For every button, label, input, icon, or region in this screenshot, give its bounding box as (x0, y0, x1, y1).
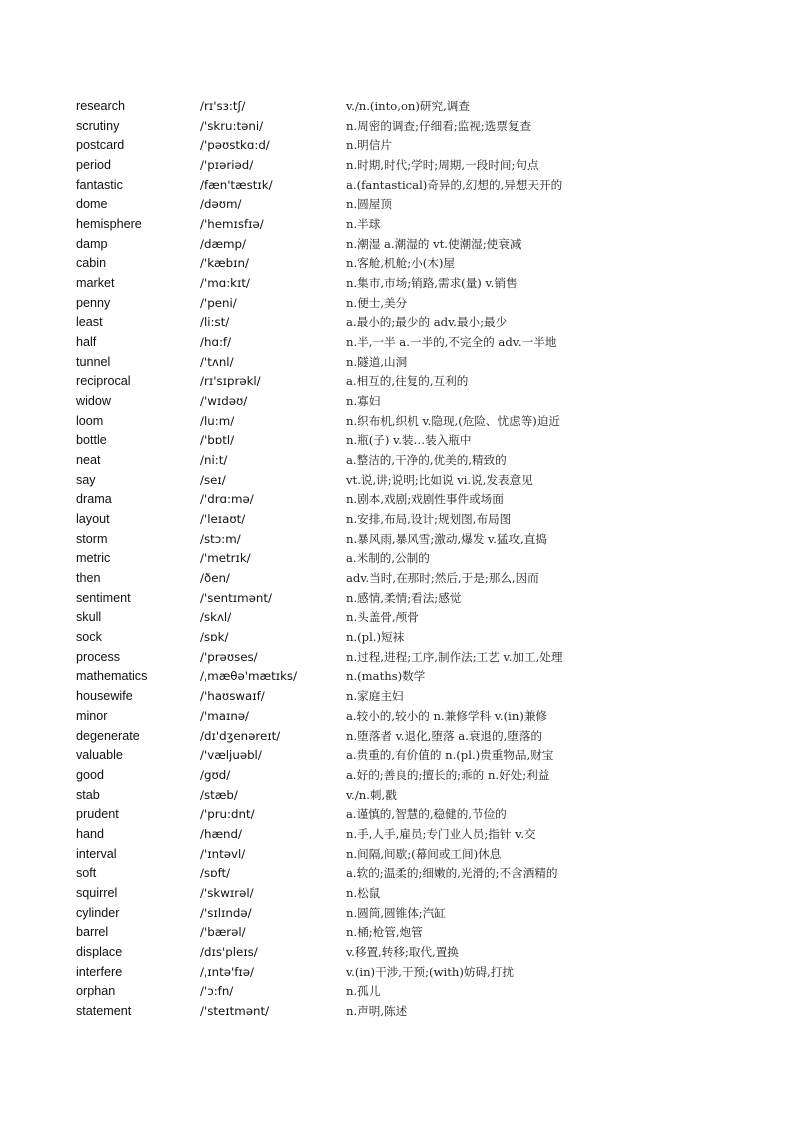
vocab-phonetic: /dɪ'dʒenəreɪt/ (200, 728, 281, 743)
vocab-phonetic: /hɑ:f/ (200, 335, 232, 350)
vocab-word: sentiment (76, 590, 131, 605)
vocab-word: interval (76, 846, 117, 861)
vocab-word: research (76, 99, 125, 113)
vocab-phonetic: /'væljuəbl/ (200, 748, 262, 763)
vocab-phonetic: /ˌɪntə'fɪə/ (200, 964, 254, 979)
vocab-definition: a.(fantastical)奇异的,幻想的,异想天开的 (346, 177, 563, 192)
vocab-word: good (76, 767, 105, 782)
vocab-definition: n.潮湿 a.潮湿的 vt.使潮湿;使衰减 (346, 236, 522, 251)
vocab-row (0, 333, 800, 353)
vocab-definition: n.松鼠 (346, 885, 381, 900)
vocab-row (0, 195, 800, 215)
vocab-phonetic: /'metrɪk/ (200, 551, 251, 566)
vocab-row (0, 490, 800, 510)
vocab-row (0, 412, 800, 432)
vocab-definition: n.明信片 (346, 138, 392, 153)
vocab-word: cabin (76, 256, 107, 271)
vocab-word: loom (76, 413, 104, 428)
vocab-phonetic: /ðen/ (200, 571, 230, 586)
vocab-word: damp (76, 236, 108, 251)
vocab-row (0, 215, 800, 235)
vocab-row (0, 884, 800, 904)
vocab-definition: n.安排,布局,设计;规划图,布局图 (346, 512, 512, 527)
vocab-phonetic: /'wɪdəʊ/ (200, 394, 248, 409)
vocab-word: dome (76, 197, 108, 212)
vocab-phonetic: /ˌmæθə'mætɪks/ (200, 669, 298, 684)
vocab-word: period (76, 158, 112, 173)
vocab-phonetic: /rɪ'sɜ:tʃ/ (200, 99, 246, 113)
vocab-definition: n.暴风雨,暴风雪;激动,爆发 v.猛攻,直捣 (346, 531, 547, 546)
vocab-definition: n.时期,时代;学时;周期,一段时间;句点 (346, 158, 539, 173)
vocab-row (0, 451, 800, 471)
vocab-phonetic: /'pru:dnt/ (200, 807, 255, 822)
vocab-row (0, 982, 800, 1002)
vocab-phonetic: /hænd/ (200, 826, 242, 841)
vocab-phonetic: /'pəʊstkɑ:d/ (200, 138, 270, 153)
vocab-row (0, 628, 800, 648)
vocab-definition: n.家庭主妇 (346, 689, 404, 704)
vocab-phonetic: /fæn'tæstɪk/ (200, 177, 273, 192)
vocab-phonetic: /rɪ'sɪprəkl/ (200, 374, 261, 389)
vocab-word: neat (76, 453, 101, 468)
vocab-phonetic: /'hemɪsfɪə/ (200, 217, 264, 232)
vocab-definition: n.感情,柔情;看法;感觉 (346, 590, 462, 605)
vocab-word: interfere (76, 964, 123, 979)
vocab-word: valuable (76, 748, 123, 763)
vocab-row (0, 805, 800, 825)
vocab-phonetic: /'kæbɪn/ (200, 256, 249, 271)
vocab-row (0, 687, 800, 707)
vocab-row (0, 530, 800, 550)
vocab-word: mathematics (76, 669, 148, 684)
vocab-definition: v./n.(into,on)研究,调查 (346, 99, 470, 113)
vocab-row (0, 471, 800, 491)
vocab-phonetic: /ni:t/ (200, 453, 228, 468)
vocab-phonetic: /'mɑ:kɪt/ (200, 276, 250, 291)
vocab-row (0, 254, 800, 274)
vocab-phonetic: /'bærəl/ (200, 925, 246, 940)
vocab-row (0, 648, 800, 668)
vocab-row (0, 313, 800, 333)
vocab-phonetic: /'maɪnə/ (200, 708, 250, 723)
vocab-definition: adv.当时,在那时;然后,于是;那么,因而 (346, 571, 539, 586)
vocab-phonetic: /'sɪlɪndə/ (200, 905, 252, 920)
vocab-row (0, 274, 800, 294)
vocab-phonetic: /'peni/ (200, 295, 237, 310)
vocab-word: least (76, 315, 103, 330)
vocab-row (0, 97, 800, 117)
vocab-definition: n.头盖骨,颅骨 (346, 610, 419, 625)
vocab-definition: n.堕落者 v.退化,堕落 a.衰退的,堕落的 (346, 728, 543, 743)
vocab-phonetic: /dɪs'pleɪs/ (200, 944, 258, 959)
vocab-row (0, 667, 800, 687)
vocab-word: degenerate (76, 728, 140, 743)
vocab-word: housewife (76, 689, 133, 704)
vocab-definition: v./n.刺,戳 (346, 787, 397, 802)
vocab-phonetic: /skʌl/ (200, 610, 232, 625)
vocab-definition: n.织布机,织机 v.隐现,(危险、忧虑等)迫近 (346, 413, 561, 428)
vocab-row (0, 786, 800, 806)
vocab-word: bottle (76, 433, 107, 448)
vocab-row (0, 235, 800, 255)
vocab-phonetic: /gʊd/ (200, 767, 231, 782)
vocab-definition: n.圆筒,圆锥体;汽缸 (346, 905, 446, 920)
vocab-row (0, 923, 800, 943)
vocab-phonetic: /'sentɪmənt/ (200, 590, 272, 605)
vocab-definition: n.半,一半 a.一半的,不完全的 adv.一半地 (346, 335, 557, 350)
vocab-definition: a.整洁的,干净的,优美的,精致的 (346, 453, 507, 468)
vocab-definition: n.(pl.)短袜 (346, 630, 405, 645)
vocab-word: skull (76, 610, 102, 625)
vocab-definition: a.谨慎的,智慧的,稳健的,节俭的 (346, 807, 507, 822)
vocab-word: penny (76, 295, 111, 310)
vocab-definition: n.寡妇 (346, 394, 381, 409)
vocab-definition: a.软的;温柔的;细嫩的,光滑的;不含酒精的 (346, 866, 558, 881)
vocab-word: minor (76, 708, 108, 723)
vocab-word: postcard (76, 138, 125, 153)
vocab-word: cylinder (76, 905, 120, 920)
vocab-phonetic: /'skwɪrəl/ (200, 885, 254, 900)
vocab-definition: n.手,人手,雇员;专门业人员;指针 v.交 (346, 826, 536, 841)
vocab-word: storm (76, 531, 108, 546)
vocab-word: fantastic (76, 177, 123, 192)
vocab-phonetic: /'tʌnl/ (200, 354, 234, 369)
vocab-row (0, 569, 800, 589)
vocab-definition: a.较小的,较小的 n.兼修学科 v.(in)兼修 (346, 708, 548, 723)
vocab-word: statement (76, 1003, 132, 1018)
vocab-definition: vt.说,讲;说明;比如说 vi.说,发表意见 (346, 472, 533, 487)
vocab-word: stab (76, 787, 100, 802)
vocab-phonetic: /'ɪntəvl/ (200, 846, 246, 861)
vocab-row (0, 845, 800, 865)
vocabulary-list (0, 97, 800, 1022)
vocab-phonetic: /dəʊm/ (200, 197, 242, 212)
vocab-word: soft (76, 866, 97, 881)
vocab-row (0, 707, 800, 727)
vocab-definition: n.声明,陈述 (346, 1003, 408, 1018)
vocab-row (0, 864, 800, 884)
vocab-definition: n.剧本,戏剧;戏剧性事件或场面 (346, 492, 504, 507)
vocab-row (0, 392, 800, 412)
vocab-row (0, 372, 800, 392)
vocab-phonetic: /'skru:təni/ (200, 118, 264, 133)
vocab-phonetic: /'haʊswaɪf/ (200, 689, 265, 704)
vocab-definition: n.圆屋顶 (346, 197, 392, 212)
vocab-phonetic: /'steɪtmənt/ (200, 1003, 270, 1018)
vocab-phonetic: /stɔ:m/ (200, 531, 241, 546)
vocab-word: scrutiny (76, 118, 120, 133)
vocab-row (0, 510, 800, 530)
vocab-definition: a.好的;善良的;擅长的;乖的 n.好处;利益 (346, 767, 550, 782)
vocab-phonetic: /'prəʊses/ (200, 649, 258, 664)
vocab-definition: a.相互的,往复的,互利的 (346, 374, 469, 389)
vocab-row (0, 294, 800, 314)
vocab-phonetic: /li:st/ (200, 315, 230, 330)
vocab-row (0, 353, 800, 373)
vocab-row (0, 943, 800, 963)
vocab-phonetic: /lu:m/ (200, 413, 235, 428)
vocab-word: sock (76, 630, 102, 645)
vocab-phonetic: /'bɒtl/ (200, 433, 235, 448)
vocab-row (0, 431, 800, 451)
vocab-phonetic: /dæmp/ (200, 236, 247, 251)
vocab-phonetic: /'ɔ:fn/ (200, 984, 234, 999)
vocab-word: half (76, 335, 97, 350)
vocab-word: squirrel (76, 885, 118, 900)
vocab-row (0, 136, 800, 156)
vocab-word: hemisphere (76, 217, 142, 232)
vocab-row (0, 176, 800, 196)
vocab-definition: n.瓶(子) v.装…装入瓶中 (346, 433, 472, 448)
vocab-row (0, 117, 800, 137)
vocab-word: reciprocal (76, 374, 131, 389)
vocab-phonetic: /stæb/ (200, 787, 238, 802)
vocab-definition: n.间隔,间歇;(幕间或工间)休息 (346, 846, 502, 861)
vocab-word: prudent (76, 807, 119, 822)
vocab-definition: n.集市,市场;销路,需求(量) v.销售 (346, 276, 518, 291)
vocab-phonetic: /'leɪaʊt/ (200, 512, 246, 527)
vocab-word: displace (76, 944, 123, 959)
vocab-row (0, 746, 800, 766)
vocab-definition: v.移置,转移;取代,置换 (346, 944, 459, 959)
vocab-definition: n.隧道,山洞 (346, 354, 408, 369)
vocab-definition: a.贵重的,有价值的 n.(pl.)贵重物品,财宝 (346, 748, 554, 763)
vocab-phonetic: /'drɑ:mə/ (200, 492, 254, 507)
vocab-definition: n.桶;枪管,炮管 (346, 925, 423, 940)
vocab-row (0, 727, 800, 747)
vocab-phonetic: /seɪ/ (200, 472, 226, 487)
vocab-definition: n.便士,美分 (346, 295, 408, 310)
vocab-word: process (76, 649, 121, 664)
vocab-word: drama (76, 492, 112, 507)
vocab-word: metric (76, 551, 111, 566)
vocab-row (0, 156, 800, 176)
vocab-word: layout (76, 512, 110, 527)
vocab-definition: n.(maths)数学 (346, 669, 426, 684)
vocab-row (0, 549, 800, 569)
vocab-word: widow (76, 394, 111, 409)
vocab-phonetic: /'pɪəriəd/ (200, 158, 254, 173)
vocab-word: then (76, 571, 101, 586)
vocab-row (0, 963, 800, 983)
vocab-word: market (76, 276, 115, 291)
vocab-word: orphan (76, 984, 116, 999)
vocab-row (0, 825, 800, 845)
vocab-word: say (76, 472, 96, 487)
vocab-phonetic: /sɒft/ (200, 866, 231, 881)
vocab-row (0, 1002, 800, 1022)
vocab-word: hand (76, 826, 105, 841)
vocab-row (0, 608, 800, 628)
vocab-word: barrel (76, 925, 109, 940)
vocab-row (0, 904, 800, 924)
vocab-definition: n.周密的调查;仔细看;监视;选票复查 (346, 118, 532, 133)
vocab-definition: n.过程,进程;工序,制作法;工艺 v.加工,处理 (346, 649, 563, 664)
vocab-definition: n.客舱,机舱;小(木)屋 (346, 256, 455, 271)
vocab-definition: a.最小的;最少的 adv.最小;最少 (346, 315, 508, 330)
vocab-definition: a.米制的,公制的 (346, 551, 430, 566)
vocab-row (0, 589, 800, 609)
vocab-row (0, 766, 800, 786)
vocab-definition: n.半球 (346, 217, 381, 232)
vocab-definition: n.孤儿 (346, 984, 381, 999)
vocab-phonetic: /sɒk/ (200, 630, 229, 645)
vocab-word: tunnel (76, 354, 111, 369)
vocab-definition: v.(in)干涉,干预;(with)妨碍,打扰 (346, 964, 514, 979)
